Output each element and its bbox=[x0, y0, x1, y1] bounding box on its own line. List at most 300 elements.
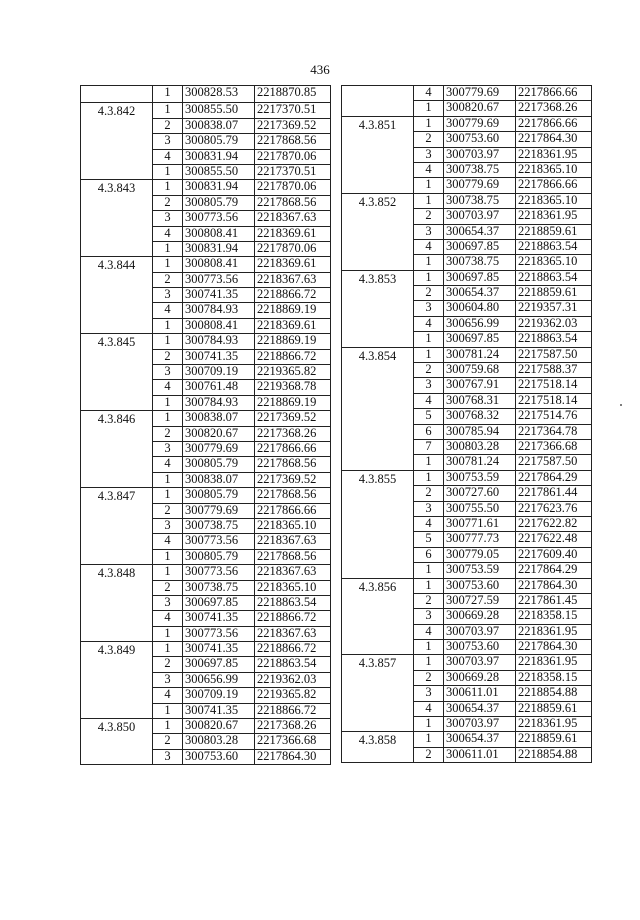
parcel-id: 4.3.844 bbox=[81, 257, 153, 334]
y-coordinate: 2219357.31 bbox=[516, 301, 592, 316]
y-coordinate: 2218367.63 bbox=[255, 272, 331, 287]
x-coordinate: 300669.28 bbox=[444, 670, 516, 685]
x-coordinate: 300771.61 bbox=[444, 516, 516, 531]
point-number: 4 bbox=[414, 516, 444, 531]
y-coordinate: 2217861.44 bbox=[516, 486, 592, 501]
coordinates-table-right bbox=[341, 85, 592, 763]
point-number: 1 bbox=[414, 563, 444, 578]
x-coordinate: 300779.05 bbox=[444, 547, 516, 562]
point-number: 4 bbox=[153, 534, 183, 549]
y-coordinate: 2218869.19 bbox=[255, 395, 331, 410]
parcel-id bbox=[81, 86, 153, 103]
point-number: 4 bbox=[414, 86, 444, 101]
point-number: 4 bbox=[414, 162, 444, 177]
y-coordinate: 2217370.51 bbox=[255, 164, 331, 179]
x-coordinate: 300779.69 bbox=[183, 503, 255, 518]
y-coordinate: 2217864.30 bbox=[516, 640, 592, 655]
y-coordinate: 2217609.40 bbox=[516, 547, 592, 562]
x-coordinate: 300727.59 bbox=[444, 593, 516, 608]
point-number: 1 bbox=[414, 116, 444, 131]
x-coordinate: 300755.50 bbox=[444, 501, 516, 516]
y-coordinate: 2217514.76 bbox=[516, 409, 592, 424]
table-row bbox=[342, 655, 592, 670]
point-number: 3 bbox=[153, 211, 183, 226]
x-coordinate: 300828.53 bbox=[183, 86, 255, 103]
x-coordinate: 300805.79 bbox=[183, 457, 255, 472]
y-coordinate: 2218361.95 bbox=[516, 655, 592, 670]
y-coordinate: 2218367.63 bbox=[255, 534, 331, 549]
y-coordinate: 2217368.26 bbox=[255, 719, 331, 734]
y-coordinate: 2217587.50 bbox=[516, 455, 592, 470]
x-coordinate: 300727.60 bbox=[444, 486, 516, 501]
x-coordinate: 300773.56 bbox=[183, 626, 255, 641]
y-coordinate: 2219365.82 bbox=[255, 688, 331, 703]
y-coordinate: 2217518.14 bbox=[516, 378, 592, 393]
x-coordinate: 300703.97 bbox=[444, 624, 516, 639]
point-number: 2 bbox=[153, 349, 183, 364]
x-coordinate: 300855.50 bbox=[183, 164, 255, 179]
table-row bbox=[81, 334, 331, 349]
parcel-id: 4.3.857 bbox=[342, 655, 414, 732]
y-coordinate: 2218866.72 bbox=[255, 642, 331, 657]
point-number: 1 bbox=[153, 180, 183, 195]
y-coordinate: 2217868.56 bbox=[255, 549, 331, 564]
parcel-id: 4.3.845 bbox=[81, 334, 153, 411]
point-number: 2 bbox=[153, 734, 183, 749]
point-number: 1 bbox=[153, 642, 183, 657]
x-coordinate: 300697.85 bbox=[183, 657, 255, 672]
y-coordinate: 2217369.52 bbox=[255, 472, 331, 487]
point-number: 1 bbox=[153, 549, 183, 564]
x-coordinate: 300654.37 bbox=[444, 732, 516, 747]
y-coordinate: 2218365.10 bbox=[516, 255, 592, 270]
point-number: 2 bbox=[153, 580, 183, 595]
point-number: 3 bbox=[414, 501, 444, 516]
point-number: 4 bbox=[153, 611, 183, 626]
x-coordinate: 300697.85 bbox=[444, 270, 516, 285]
point-number: 4 bbox=[414, 393, 444, 408]
table-row bbox=[81, 719, 331, 734]
y-coordinate: 2218365.10 bbox=[516, 162, 592, 177]
point-number: 2 bbox=[414, 486, 444, 501]
point-number: 2 bbox=[414, 363, 444, 378]
point-number: 2 bbox=[153, 272, 183, 287]
x-coordinate: 300697.85 bbox=[183, 595, 255, 610]
y-coordinate: 2218365.10 bbox=[516, 193, 592, 208]
x-coordinate: 300738.75 bbox=[183, 580, 255, 595]
point-number: 1 bbox=[153, 241, 183, 256]
point-number: 2 bbox=[414, 132, 444, 147]
point-number: 2 bbox=[414, 670, 444, 685]
y-coordinate: 2218863.54 bbox=[255, 595, 331, 610]
y-coordinate: 2218866.72 bbox=[255, 349, 331, 364]
x-coordinate: 300703.97 bbox=[444, 717, 516, 732]
x-coordinate: 300604.80 bbox=[444, 301, 516, 316]
y-coordinate: 2217588.37 bbox=[516, 363, 592, 378]
point-number: 2 bbox=[414, 593, 444, 608]
point-number: 4 bbox=[153, 303, 183, 318]
parcel-id: 4.3.849 bbox=[81, 642, 153, 719]
y-coordinate: 2218869.19 bbox=[255, 303, 331, 318]
point-number: 3 bbox=[153, 441, 183, 456]
x-coordinate: 300709.19 bbox=[183, 688, 255, 703]
x-coordinate: 300656.99 bbox=[183, 672, 255, 687]
parcel-id: 4.3.852 bbox=[342, 193, 414, 270]
y-coordinate: 2218369.61 bbox=[255, 226, 331, 241]
x-coordinate: 300779.69 bbox=[444, 178, 516, 193]
y-coordinate: 2217864.30 bbox=[516, 132, 592, 147]
y-coordinate: 2217866.66 bbox=[516, 178, 592, 193]
point-number: 4 bbox=[153, 688, 183, 703]
point-number: 1 bbox=[153, 257, 183, 272]
point-number: 1 bbox=[414, 101, 444, 116]
table-row bbox=[81, 565, 331, 580]
point-number: 1 bbox=[414, 470, 444, 485]
y-coordinate: 2217864.30 bbox=[255, 749, 331, 764]
point-number: 1 bbox=[153, 103, 183, 118]
x-coordinate: 300753.60 bbox=[183, 749, 255, 764]
point-number: 1 bbox=[153, 488, 183, 503]
x-coordinate: 300741.35 bbox=[183, 703, 255, 718]
y-coordinate: 2217587.50 bbox=[516, 347, 592, 362]
y-coordinate: 2217866.66 bbox=[516, 116, 592, 131]
y-coordinate: 2218361.95 bbox=[516, 209, 592, 224]
x-coordinate: 300703.97 bbox=[444, 209, 516, 224]
parcel-id bbox=[342, 86, 414, 117]
x-coordinate: 300753.59 bbox=[444, 563, 516, 578]
y-coordinate: 2218361.95 bbox=[516, 717, 592, 732]
x-coordinate: 300741.35 bbox=[183, 288, 255, 303]
y-coordinate: 2218866.72 bbox=[255, 611, 331, 626]
x-coordinate: 300808.41 bbox=[183, 257, 255, 272]
y-coordinate: 2217868.56 bbox=[255, 134, 331, 149]
point-number: 3 bbox=[153, 672, 183, 687]
point-number: 3 bbox=[153, 134, 183, 149]
x-coordinate: 300768.31 bbox=[444, 393, 516, 408]
parcel-id: 4.3.850 bbox=[81, 719, 153, 765]
y-coordinate: 2218361.95 bbox=[516, 147, 592, 162]
x-coordinate: 300738.75 bbox=[444, 255, 516, 270]
table-row bbox=[342, 116, 592, 131]
y-coordinate: 2217366.68 bbox=[516, 439, 592, 454]
y-coordinate: 2218358.15 bbox=[516, 670, 592, 685]
table-row bbox=[342, 86, 592, 101]
table-row bbox=[342, 470, 592, 485]
parcel-id: 4.3.856 bbox=[342, 578, 414, 655]
y-coordinate: 2217622.48 bbox=[516, 532, 592, 547]
y-coordinate: 2218369.61 bbox=[255, 318, 331, 333]
point-number: 1 bbox=[414, 193, 444, 208]
parcel-id: 4.3.848 bbox=[81, 565, 153, 642]
table-row bbox=[342, 193, 592, 208]
point-number: 2 bbox=[153, 657, 183, 672]
point-number: 1 bbox=[153, 86, 183, 103]
point-number: 3 bbox=[153, 749, 183, 764]
y-coordinate: 2217518.14 bbox=[516, 393, 592, 408]
x-coordinate: 300773.56 bbox=[183, 534, 255, 549]
x-coordinate: 300808.41 bbox=[183, 226, 255, 241]
y-coordinate: 2217369.52 bbox=[255, 411, 331, 426]
point-number: 3 bbox=[153, 288, 183, 303]
point-number: 1 bbox=[153, 626, 183, 641]
x-coordinate: 300781.24 bbox=[444, 455, 516, 470]
y-coordinate: 2217368.26 bbox=[255, 426, 331, 441]
point-number: 2 bbox=[414, 209, 444, 224]
y-coordinate: 2217369.52 bbox=[255, 118, 331, 133]
y-coordinate: 2218365.10 bbox=[255, 518, 331, 533]
x-coordinate: 300855.50 bbox=[183, 103, 255, 118]
point-number: 1 bbox=[153, 334, 183, 349]
x-coordinate: 300759.68 bbox=[444, 363, 516, 378]
x-coordinate: 300611.01 bbox=[444, 686, 516, 701]
x-coordinate: 300669.28 bbox=[444, 609, 516, 624]
point-number: 4 bbox=[153, 149, 183, 164]
x-coordinate: 300805.79 bbox=[183, 488, 255, 503]
point-number: 3 bbox=[414, 609, 444, 624]
x-coordinate: 300703.97 bbox=[444, 147, 516, 162]
point-number: 4 bbox=[153, 457, 183, 472]
table-row bbox=[81, 86, 331, 103]
point-number: 1 bbox=[414, 178, 444, 193]
table-row bbox=[342, 732, 592, 747]
point-number: 1 bbox=[414, 255, 444, 270]
point-number: 4 bbox=[414, 701, 444, 716]
y-coordinate: 2217866.66 bbox=[516, 86, 592, 101]
x-coordinate: 300820.67 bbox=[183, 719, 255, 734]
x-coordinate: 300741.35 bbox=[183, 611, 255, 626]
point-number: 3 bbox=[153, 595, 183, 610]
y-coordinate: 2218358.15 bbox=[516, 609, 592, 624]
y-coordinate: 2217868.56 bbox=[255, 457, 331, 472]
x-coordinate: 300784.93 bbox=[183, 303, 255, 318]
y-coordinate: 2218854.88 bbox=[516, 747, 592, 762]
y-coordinate: 2217868.56 bbox=[255, 488, 331, 503]
y-coordinate: 2217864.30 bbox=[516, 578, 592, 593]
x-coordinate: 300805.79 bbox=[183, 195, 255, 210]
x-coordinate: 300697.85 bbox=[444, 332, 516, 347]
y-coordinate: 2218863.54 bbox=[516, 270, 592, 285]
y-coordinate: 2218367.63 bbox=[255, 565, 331, 580]
point-number: 4 bbox=[153, 380, 183, 395]
point-number: 3 bbox=[153, 518, 183, 533]
x-coordinate: 300654.37 bbox=[444, 224, 516, 239]
y-coordinate: 2218859.61 bbox=[516, 286, 592, 301]
y-coordinate: 2219362.03 bbox=[255, 672, 331, 687]
y-coordinate: 2218859.61 bbox=[516, 701, 592, 716]
x-coordinate: 300654.37 bbox=[444, 286, 516, 301]
point-number: 1 bbox=[153, 703, 183, 718]
table-row bbox=[81, 642, 331, 657]
x-coordinate: 300654.37 bbox=[444, 701, 516, 716]
x-coordinate: 300805.79 bbox=[183, 549, 255, 564]
y-coordinate: 2218869.19 bbox=[255, 334, 331, 349]
y-coordinate: 2217622.82 bbox=[516, 516, 592, 531]
y-coordinate: 2217861.45 bbox=[516, 593, 592, 608]
x-coordinate: 300781.24 bbox=[444, 347, 516, 362]
y-coordinate: 2218361.95 bbox=[516, 624, 592, 639]
x-coordinate: 300820.67 bbox=[183, 426, 255, 441]
y-coordinate: 2217866.66 bbox=[255, 503, 331, 518]
point-number: 4 bbox=[153, 226, 183, 241]
point-number: 1 bbox=[153, 318, 183, 333]
x-coordinate: 300709.19 bbox=[183, 365, 255, 380]
point-number: 2 bbox=[153, 195, 183, 210]
point-number: 3 bbox=[414, 378, 444, 393]
point-number: 3 bbox=[414, 224, 444, 239]
table-row bbox=[81, 257, 331, 272]
y-coordinate: 2218866.72 bbox=[255, 703, 331, 718]
point-number: 3 bbox=[414, 147, 444, 162]
point-number: 1 bbox=[414, 270, 444, 285]
point-number: 6 bbox=[414, 547, 444, 562]
point-number: 1 bbox=[153, 472, 183, 487]
y-coordinate: 2217870.06 bbox=[255, 180, 331, 195]
parcel-id: 4.3.846 bbox=[81, 411, 153, 488]
x-coordinate: 300703.97 bbox=[444, 655, 516, 670]
point-number: 1 bbox=[414, 332, 444, 347]
point-number: 3 bbox=[414, 301, 444, 316]
point-number: 2 bbox=[153, 503, 183, 518]
table-row bbox=[342, 578, 592, 593]
table-row bbox=[81, 488, 331, 503]
point-number: 1 bbox=[414, 732, 444, 747]
table-row bbox=[342, 270, 592, 285]
point-number: 2 bbox=[153, 426, 183, 441]
table-row bbox=[81, 103, 331, 118]
y-coordinate: 2217623.76 bbox=[516, 501, 592, 516]
parcel-id: 4.3.843 bbox=[81, 180, 153, 257]
y-coordinate: 2217868.56 bbox=[255, 195, 331, 210]
point-number: 5 bbox=[414, 409, 444, 424]
x-coordinate: 300777.73 bbox=[444, 532, 516, 547]
x-coordinate: 300656.99 bbox=[444, 316, 516, 331]
point-number: 7 bbox=[414, 439, 444, 454]
point-number: 1 bbox=[414, 578, 444, 593]
table-row bbox=[81, 411, 331, 426]
x-coordinate: 300753.60 bbox=[444, 578, 516, 593]
y-coordinate: 2218859.61 bbox=[516, 224, 592, 239]
y-coordinate: 2218369.61 bbox=[255, 257, 331, 272]
y-coordinate: 2219365.82 bbox=[255, 365, 331, 380]
parcel-id: 4.3.853 bbox=[342, 270, 414, 347]
scan-speck bbox=[620, 404, 622, 406]
y-coordinate: 2217864.29 bbox=[516, 470, 592, 485]
coordinates-table-left bbox=[80, 85, 331, 765]
x-coordinate: 300784.93 bbox=[183, 395, 255, 410]
x-coordinate: 300779.69 bbox=[444, 116, 516, 131]
x-coordinate: 300738.75 bbox=[444, 162, 516, 177]
y-coordinate: 2218854.88 bbox=[516, 686, 592, 701]
x-coordinate: 300831.94 bbox=[183, 241, 255, 256]
x-coordinate: 300611.01 bbox=[444, 747, 516, 762]
table-row bbox=[81, 180, 331, 195]
point-number: 1 bbox=[414, 655, 444, 670]
x-coordinate: 300753.60 bbox=[444, 640, 516, 655]
x-coordinate: 300820.67 bbox=[444, 101, 516, 116]
x-coordinate: 300753.60 bbox=[444, 132, 516, 147]
point-number: 4 bbox=[414, 239, 444, 254]
y-coordinate: 2217366.68 bbox=[255, 734, 331, 749]
x-coordinate: 300753.59 bbox=[444, 470, 516, 485]
x-coordinate: 300784.93 bbox=[183, 334, 255, 349]
x-coordinate: 300768.32 bbox=[444, 409, 516, 424]
y-coordinate: 2218870.85 bbox=[255, 86, 331, 103]
y-coordinate: 2219362.03 bbox=[516, 316, 592, 331]
parcel-id: 4.3.854 bbox=[342, 347, 414, 470]
x-coordinate: 300838.07 bbox=[183, 118, 255, 133]
point-number: 1 bbox=[153, 411, 183, 426]
y-coordinate: 2217866.66 bbox=[255, 441, 331, 456]
x-coordinate: 300773.56 bbox=[183, 272, 255, 287]
y-coordinate: 2219368.78 bbox=[255, 380, 331, 395]
y-coordinate: 2218367.63 bbox=[255, 211, 331, 226]
point-number: 5 bbox=[414, 532, 444, 547]
point-number: 1 bbox=[414, 455, 444, 470]
x-coordinate: 300773.56 bbox=[183, 211, 255, 226]
point-number: 4 bbox=[414, 316, 444, 331]
point-number: 2 bbox=[414, 286, 444, 301]
page-number: 436 bbox=[310, 62, 330, 77]
x-coordinate: 300831.94 bbox=[183, 149, 255, 164]
y-coordinate: 2218863.54 bbox=[516, 239, 592, 254]
x-coordinate: 300838.07 bbox=[183, 411, 255, 426]
x-coordinate: 300697.85 bbox=[444, 239, 516, 254]
point-number: 6 bbox=[414, 424, 444, 439]
y-coordinate: 2217864.29 bbox=[516, 563, 592, 578]
point-number: 2 bbox=[414, 747, 444, 762]
x-coordinate: 300767.91 bbox=[444, 378, 516, 393]
parcel-id: 4.3.851 bbox=[342, 116, 414, 193]
x-coordinate: 300785.94 bbox=[444, 424, 516, 439]
point-number: 1 bbox=[414, 717, 444, 732]
point-number: 1 bbox=[414, 347, 444, 362]
x-coordinate: 300741.35 bbox=[183, 349, 255, 364]
point-number: 3 bbox=[153, 365, 183, 380]
y-coordinate: 2217870.06 bbox=[255, 149, 331, 164]
y-coordinate: 2218863.54 bbox=[255, 657, 331, 672]
x-coordinate: 300779.69 bbox=[444, 86, 516, 101]
point-number: 1 bbox=[153, 395, 183, 410]
point-number: 1 bbox=[153, 719, 183, 734]
x-coordinate: 300808.41 bbox=[183, 318, 255, 333]
x-coordinate: 300805.79 bbox=[183, 134, 255, 149]
point-number: 3 bbox=[414, 686, 444, 701]
x-coordinate: 300779.69 bbox=[183, 441, 255, 456]
point-number: 1 bbox=[414, 640, 444, 655]
x-coordinate: 300831.94 bbox=[183, 180, 255, 195]
y-coordinate: 2218859.61 bbox=[516, 732, 592, 747]
parcel-id: 4.3.842 bbox=[81, 103, 153, 180]
x-coordinate: 300803.28 bbox=[444, 439, 516, 454]
x-coordinate: 300838.07 bbox=[183, 472, 255, 487]
x-coordinate: 300803.28 bbox=[183, 734, 255, 749]
point-number: 2 bbox=[153, 118, 183, 133]
y-coordinate: 2217364.78 bbox=[516, 424, 592, 439]
point-number: 1 bbox=[153, 565, 183, 580]
y-coordinate: 2218866.72 bbox=[255, 288, 331, 303]
x-coordinate: 300761.48 bbox=[183, 380, 255, 395]
x-coordinate: 300773.56 bbox=[183, 565, 255, 580]
y-coordinate: 2218863.54 bbox=[516, 332, 592, 347]
parcel-id: 4.3.847 bbox=[81, 488, 153, 565]
y-coordinate: 2218365.10 bbox=[255, 580, 331, 595]
parcel-id: 4.3.858 bbox=[342, 732, 414, 763]
y-coordinate: 2217368.26 bbox=[516, 101, 592, 116]
x-coordinate: 300741.35 bbox=[183, 642, 255, 657]
y-coordinate: 2217370.51 bbox=[255, 103, 331, 118]
table-row bbox=[342, 347, 592, 362]
y-coordinate: 2217870.06 bbox=[255, 241, 331, 256]
